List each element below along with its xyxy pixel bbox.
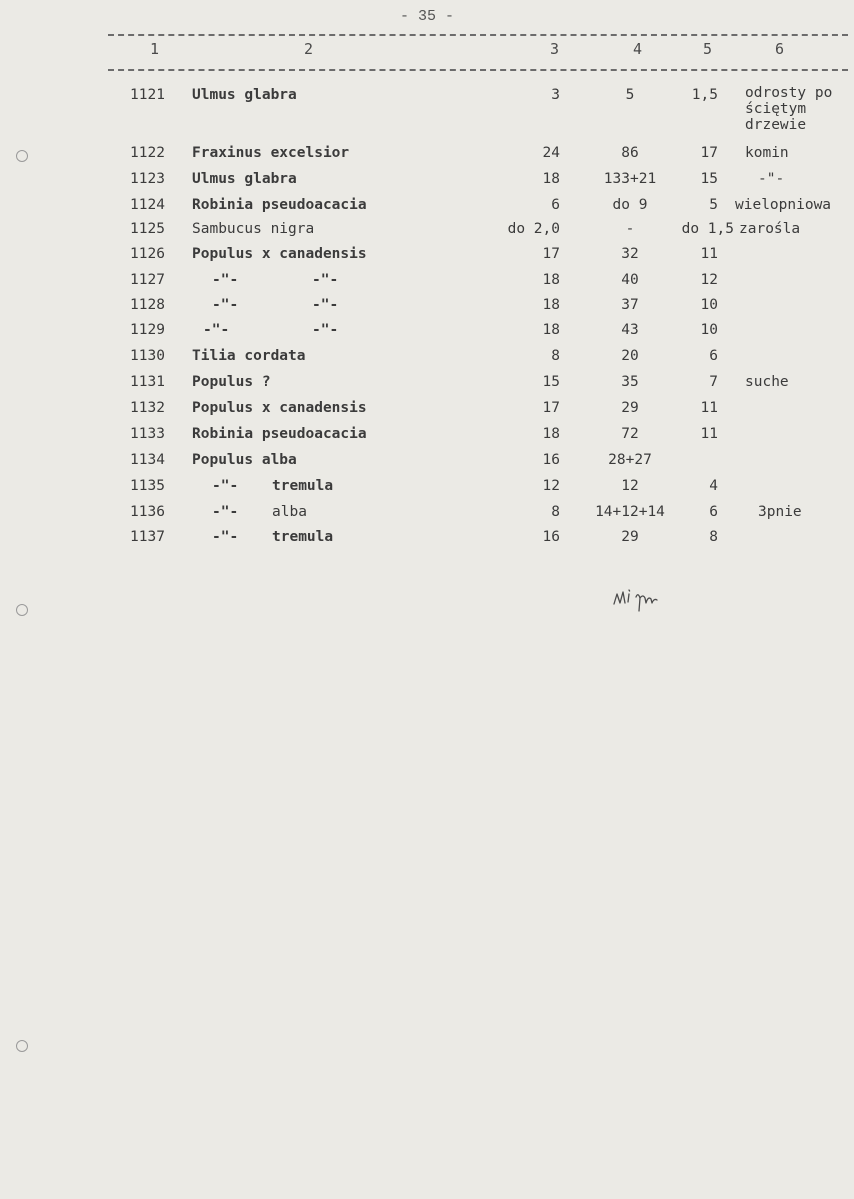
remarks: zarośla	[739, 221, 801, 237]
col-3-value: 16	[542, 529, 560, 545]
col-4-value: 12	[621, 478, 639, 494]
species-name: Robinia pseudoacacia	[192, 426, 367, 442]
species-name: Robinia pseudoacacia	[192, 197, 367, 213]
row-number: 1125	[130, 221, 165, 237]
col-4-value: 37	[621, 297, 639, 313]
col-4-value: 40	[621, 272, 639, 288]
table-row	[0, 85, 854, 133]
header-col-2: 2	[304, 40, 314, 58]
ditto-mark: -"-	[212, 478, 239, 494]
table-row	[0, 478, 854, 502]
table-row	[0, 322, 854, 346]
col-4-value: 43	[621, 322, 639, 338]
handwritten-signature	[612, 588, 676, 614]
col-3-value: 8	[551, 504, 560, 520]
page-number: - 35 -	[399, 8, 454, 25]
species-name: Tilia cordata	[192, 348, 306, 364]
table-row	[0, 504, 854, 528]
col-3-value: 6	[551, 197, 560, 213]
table-row	[0, 246, 854, 270]
col-5-value: 7	[709, 374, 718, 390]
ditto-mark: -"-	[312, 297, 339, 313]
row-number: 1131	[130, 374, 165, 390]
col-3-value: 24	[542, 145, 560, 161]
col-4-value: 20	[621, 348, 639, 364]
table-row	[0, 272, 854, 296]
col-4-value: 72	[621, 426, 639, 442]
col-5-value: 6	[709, 348, 718, 364]
col-4-value: -	[625, 221, 635, 237]
col-3-value: 18	[542, 322, 560, 338]
table-row	[0, 400, 854, 424]
col-3-value: 12	[542, 478, 560, 494]
species-name: Sambucus nigra	[192, 221, 315, 237]
col-5-value: 8	[709, 529, 718, 545]
col-4-value: 29	[621, 529, 639, 545]
remarks: -"-	[758, 171, 785, 187]
col-4-value: 29	[621, 400, 639, 416]
species-name-part: alba	[272, 504, 307, 520]
row-number: 1129	[130, 322, 165, 338]
ditto-mark: -"-	[312, 272, 339, 288]
row-number: 1137	[130, 529, 165, 545]
col-5-value: 1,5	[691, 87, 718, 103]
row-number: 1123	[130, 171, 165, 187]
col-3-value: 8	[551, 348, 560, 364]
header-col-3: 3	[550, 40, 560, 58]
remarks: wielopniowa	[735, 197, 832, 213]
col-4-value: 35	[621, 374, 639, 390]
col-3-value: 3	[551, 87, 560, 103]
col-5-value: 10	[700, 297, 718, 313]
col-5-value: 15	[700, 171, 718, 187]
col-3-value: 18	[542, 171, 560, 187]
table-row	[0, 297, 854, 321]
col-3-value: 15	[542, 374, 560, 390]
row-number: 1126	[130, 246, 165, 262]
species-name: Ulmus glabra	[192, 171, 297, 187]
col-5-value: 5	[709, 197, 718, 213]
species-name-part: tremula	[272, 478, 334, 494]
col-5-value: 6	[709, 504, 718, 520]
ditto-mark: -"-	[212, 504, 239, 520]
header-top-rule	[108, 34, 848, 36]
row-number: 1135	[130, 478, 165, 494]
col-4-value: 133+21	[603, 171, 657, 187]
ditto-mark: -"-	[203, 322, 230, 338]
col-4-value: 14+12+14	[595, 504, 665, 520]
row-number: 1133	[130, 426, 165, 442]
table-row	[0, 452, 854, 476]
row-number: 1121	[130, 87, 165, 103]
col-5-value: 4	[709, 478, 718, 494]
col-4-value: 28+27	[608, 452, 652, 468]
table-row	[0, 426, 854, 450]
table-row	[0, 529, 854, 553]
col-3-value: 17	[542, 400, 560, 416]
col-3-value: 16	[542, 452, 560, 468]
remarks: suche	[745, 374, 789, 390]
species-name-part: tremula	[272, 529, 334, 545]
row-number: 1128	[130, 297, 165, 313]
row-number: 1124	[130, 197, 165, 213]
ditto-mark: -"-	[212, 529, 239, 545]
col-3-value: do 2,0	[507, 221, 560, 237]
species-name: Populus x canadensis	[192, 400, 367, 416]
header-bottom-rule	[108, 69, 848, 71]
col-4-value: 5	[625, 87, 635, 103]
col-5-value: 12	[700, 272, 718, 288]
col-4-value: 86	[621, 145, 639, 161]
col-5-value: 11	[700, 246, 718, 262]
col-5-value: 10	[700, 322, 718, 338]
header-col-1: 1	[150, 40, 160, 58]
col-3-value: 18	[542, 272, 560, 288]
ditto-mark: -"-	[212, 297, 239, 313]
col-5-value: 11	[700, 400, 718, 416]
row-number: 1134	[130, 452, 165, 468]
row-number: 1130	[130, 348, 165, 364]
species-name: Fraxinus excelsior	[192, 145, 350, 161]
table-row	[0, 221, 854, 245]
table-row	[0, 145, 854, 169]
remarks: komin	[745, 145, 789, 161]
header-col-5: 5	[703, 40, 713, 58]
binder-hole-mark	[16, 604, 28, 616]
remarks: odrosty po ściętym drzewie	[745, 85, 833, 133]
col-3-value: 17	[542, 246, 560, 262]
col-4-value: 32	[621, 246, 639, 262]
row-number: 1136	[130, 504, 165, 520]
species-name: Populus ?	[192, 374, 271, 390]
table-row	[0, 374, 854, 398]
ditto-mark: -"-	[312, 322, 339, 338]
binder-hole-mark	[16, 1040, 28, 1052]
col-5-value: 11	[700, 426, 718, 442]
ditto-mark: -"-	[212, 272, 239, 288]
table-row	[0, 348, 854, 372]
species-name: Populus x canadensis	[192, 246, 367, 262]
col-4-value: do 9	[612, 197, 648, 213]
binder-hole-mark	[16, 150, 28, 162]
col-3-value: 18	[542, 426, 560, 442]
table-row	[0, 171, 854, 195]
species-name: Ulmus glabra	[192, 87, 297, 103]
remarks: 3pnie	[758, 504, 802, 520]
col-5-value: do 1,5	[681, 221, 734, 237]
header-col-4: 4	[633, 40, 643, 58]
row-number: 1127	[130, 272, 165, 288]
row-number: 1122	[130, 145, 165, 161]
col-3-value: 18	[542, 297, 560, 313]
row-number: 1132	[130, 400, 165, 416]
col-5-value: 17	[700, 145, 718, 161]
table-row	[0, 197, 854, 221]
header-col-6: 6	[775, 40, 785, 58]
species-name: Populus alba	[192, 452, 297, 468]
